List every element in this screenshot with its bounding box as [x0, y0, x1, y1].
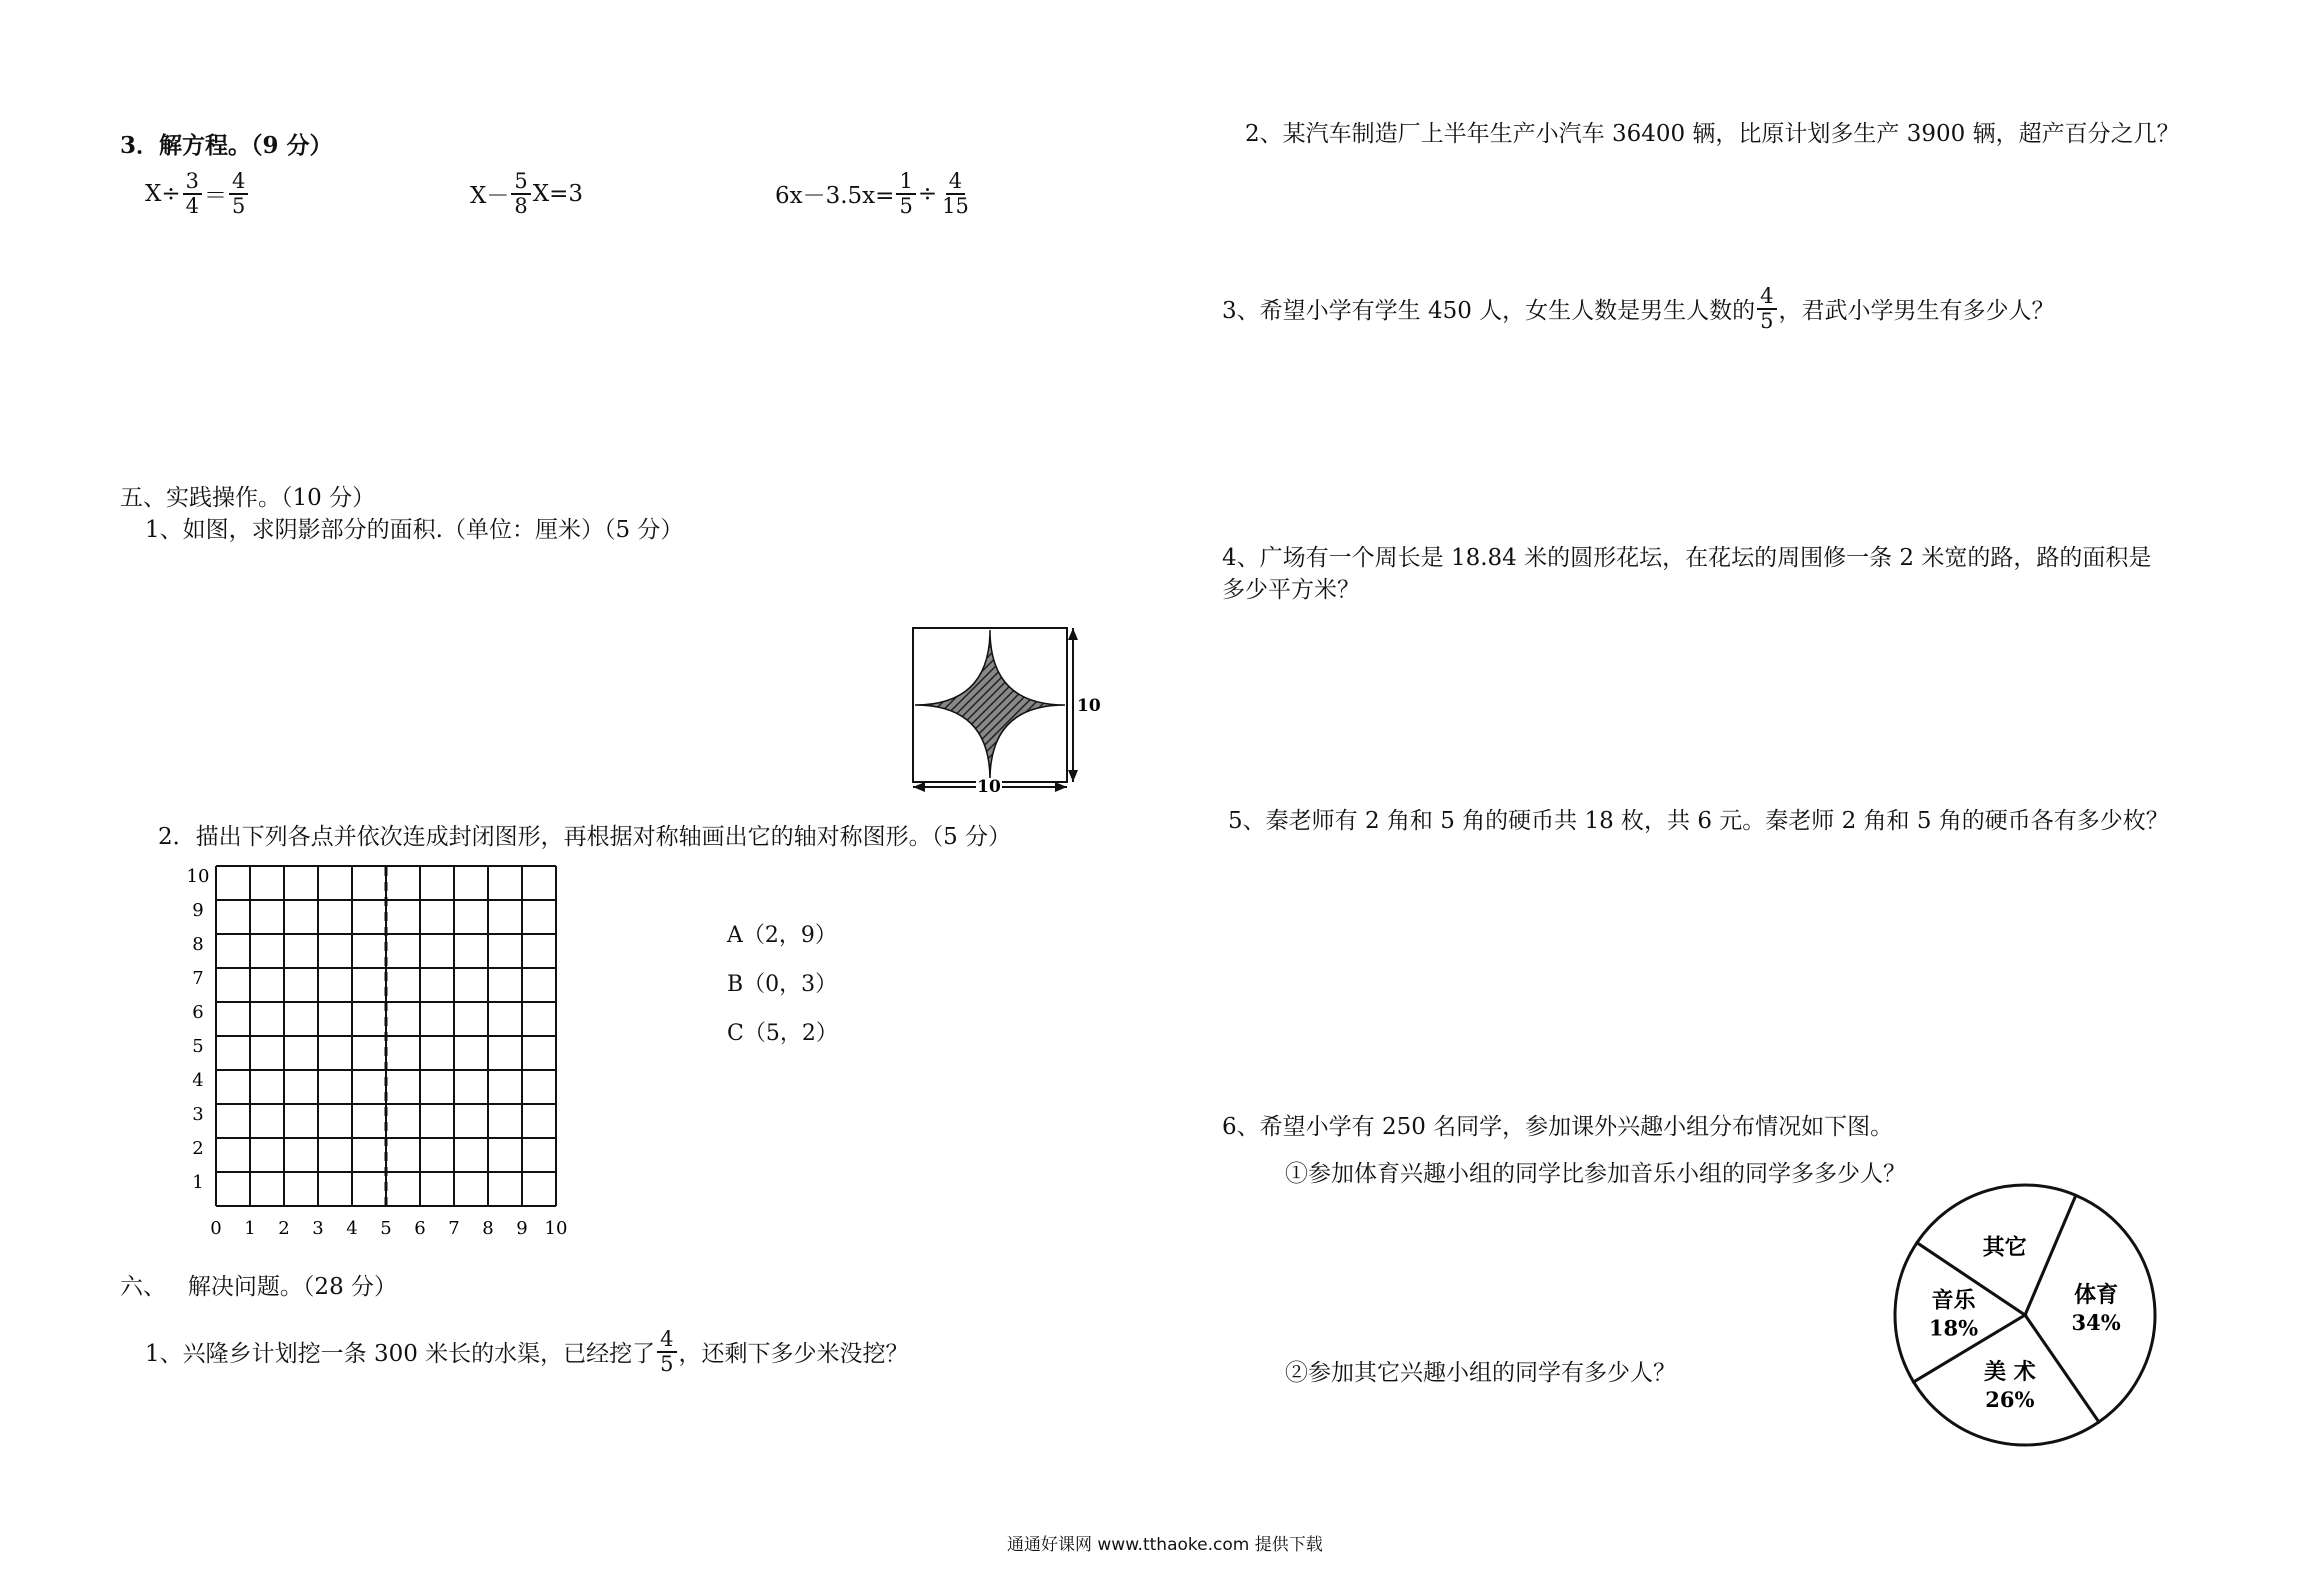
question-6-sub1: ①参加体育兴趣小组的同学比参加音乐小组的同学多多少人？	[1285, 1161, 1906, 1187]
question-5: 5、秦老师有 2 角和 5 角的硬币共 18 枚，共 6 元。秦老师 2 角和 5 角的硬币各有多少枚？	[1228, 808, 2169, 834]
grid-x-tick: 3	[312, 1218, 324, 1239]
q3-fraction: $\frac{4}{5}$	[1757, 285, 1776, 332]
question-6: 6、希望小学有 250 名同学，参加课外兴趣小组分布情况如下图。	[1222, 1114, 1894, 1140]
eq2-prefix: X－	[470, 183, 510, 210]
q3-text-post: ，君武小学男生有多少人？	[1778, 298, 2055, 325]
grid-x-tick: 6	[414, 1218, 426, 1239]
eq3-divide: ÷	[917, 180, 938, 207]
grid-x-tick: 0	[210, 1218, 222, 1239]
grid-x-tick: 2	[278, 1218, 290, 1239]
question-5-2: 2．描出下列各点并依次连成封闭图形，再根据对称轴画出它的轴对称图形。（5 分）	[158, 824, 1012, 850]
pie-category-label: 美 术	[1984, 1358, 2036, 1385]
question-4-line1: 4、广场有一个周长是 18.84 米的圆形花坛，在花坛的周围修一条 2 米宽的路，路的面积是	[1222, 545, 2152, 571]
eq1-equals: ＝	[204, 183, 228, 210]
pie-percent-label: 18%	[1928, 1315, 1979, 1341]
eq2-suffix: X=3	[532, 180, 584, 207]
shaded-area-figure	[905, 620, 1105, 795]
grid-y-tick: 9	[192, 900, 204, 921]
question-5-1: 1、如图，求阴影部分的面积.（单位：厘米）（5 分）	[145, 517, 684, 543]
grid-y-tick: 6	[192, 1002, 204, 1023]
eq3-prefix: 6x－3.5x=	[775, 183, 895, 210]
question-3	[1222, 285, 2055, 332]
grid-y-tick: 5	[192, 1036, 204, 1057]
point-b: B（0，3）	[727, 972, 838, 997]
eq2-fraction: $\frac{5}{8}$	[511, 170, 530, 217]
pie-category-label: 音乐	[1931, 1287, 1976, 1314]
grid-y-tick: 2	[192, 1138, 204, 1159]
eq3-fraction-a: $\frac{1}{5}$	[896, 170, 915, 217]
grid-y-tick: 8	[192, 934, 204, 955]
grid-x-tick: 8	[482, 1218, 494, 1239]
q3-text-pre: 3、希望小学有学生 450 人，女生人数是男生人数的	[1222, 298, 1756, 325]
grid-x-tick: 4	[346, 1218, 358, 1239]
pie-category-label: 其它	[1982, 1234, 2027, 1261]
pie-percent-label: 26%	[1985, 1386, 2035, 1412]
figure-bottom-label: 10	[977, 777, 1001, 795]
pie-percent-label: 34%	[2071, 1309, 2121, 1335]
coordinate-grid	[170, 850, 650, 1240]
footer: 通通好课网 www.tthaoke.com 提供下载	[1007, 1535, 1323, 1555]
grid-x-tick: 10	[544, 1218, 568, 1239]
eq1-prefix: X÷	[145, 180, 181, 207]
question-4-line2: 多少平方米？	[1222, 577, 1360, 603]
grid-x-tick: 7	[448, 1218, 460, 1239]
point-c: C（5，2）	[727, 1021, 838, 1046]
eq1-fraction-a: $\frac{3}{4}$	[183, 170, 202, 217]
point-a: A（2，9）	[727, 923, 837, 948]
question-6-sub2: ②参加其它兴趣小组的同学有多少人？	[1285, 1360, 1676, 1386]
q61-fraction: $\frac{4}{5}$	[657, 1328, 676, 1375]
interest-group-pie-chart	[1880, 1170, 2170, 1460]
section6-title: 六、 解决问题。（28 分）	[120, 1274, 398, 1300]
equation-2	[470, 170, 583, 217]
figure-side-label: 10	[1077, 696, 1101, 716]
pie-category-label: 体育	[2074, 1281, 2119, 1308]
grid-y-tick: 4	[192, 1070, 204, 1091]
grid-x-tick: 5	[380, 1218, 392, 1239]
grid-y-tick: 3	[192, 1104, 204, 1125]
section3-title: 3．解方程。（9 分）	[120, 132, 333, 159]
grid-y-tick: 10	[186, 866, 210, 887]
grid-y-tick: 7	[192, 968, 204, 989]
grid-x-tick: 9	[516, 1218, 528, 1239]
eq3-fraction-b: $\frac{4}{15}$	[942, 169, 969, 218]
section5-title: 五、实践操作。（10 分）	[120, 485, 376, 511]
q61-text-pre: 1、兴隆乡计划挖一条 300 米长的水渠，已经挖了	[145, 1341, 656, 1368]
grid-x-tick: 1	[244, 1218, 256, 1239]
eq1-fraction-b: $\frac{4}{5}$	[229, 170, 248, 217]
question-2: 2、某汽车制造厂上半年生产小汽车 36400 辆，比原计划多生产 3900 辆，超产百分之几？	[1245, 121, 2180, 147]
equation-3	[775, 170, 974, 217]
q61-text-post: ，还剩下多少米没挖？	[678, 1341, 909, 1368]
question-6-1	[145, 1328, 909, 1375]
equation-1	[145, 170, 250, 217]
grid-y-tick: 1	[192, 1172, 204, 1193]
